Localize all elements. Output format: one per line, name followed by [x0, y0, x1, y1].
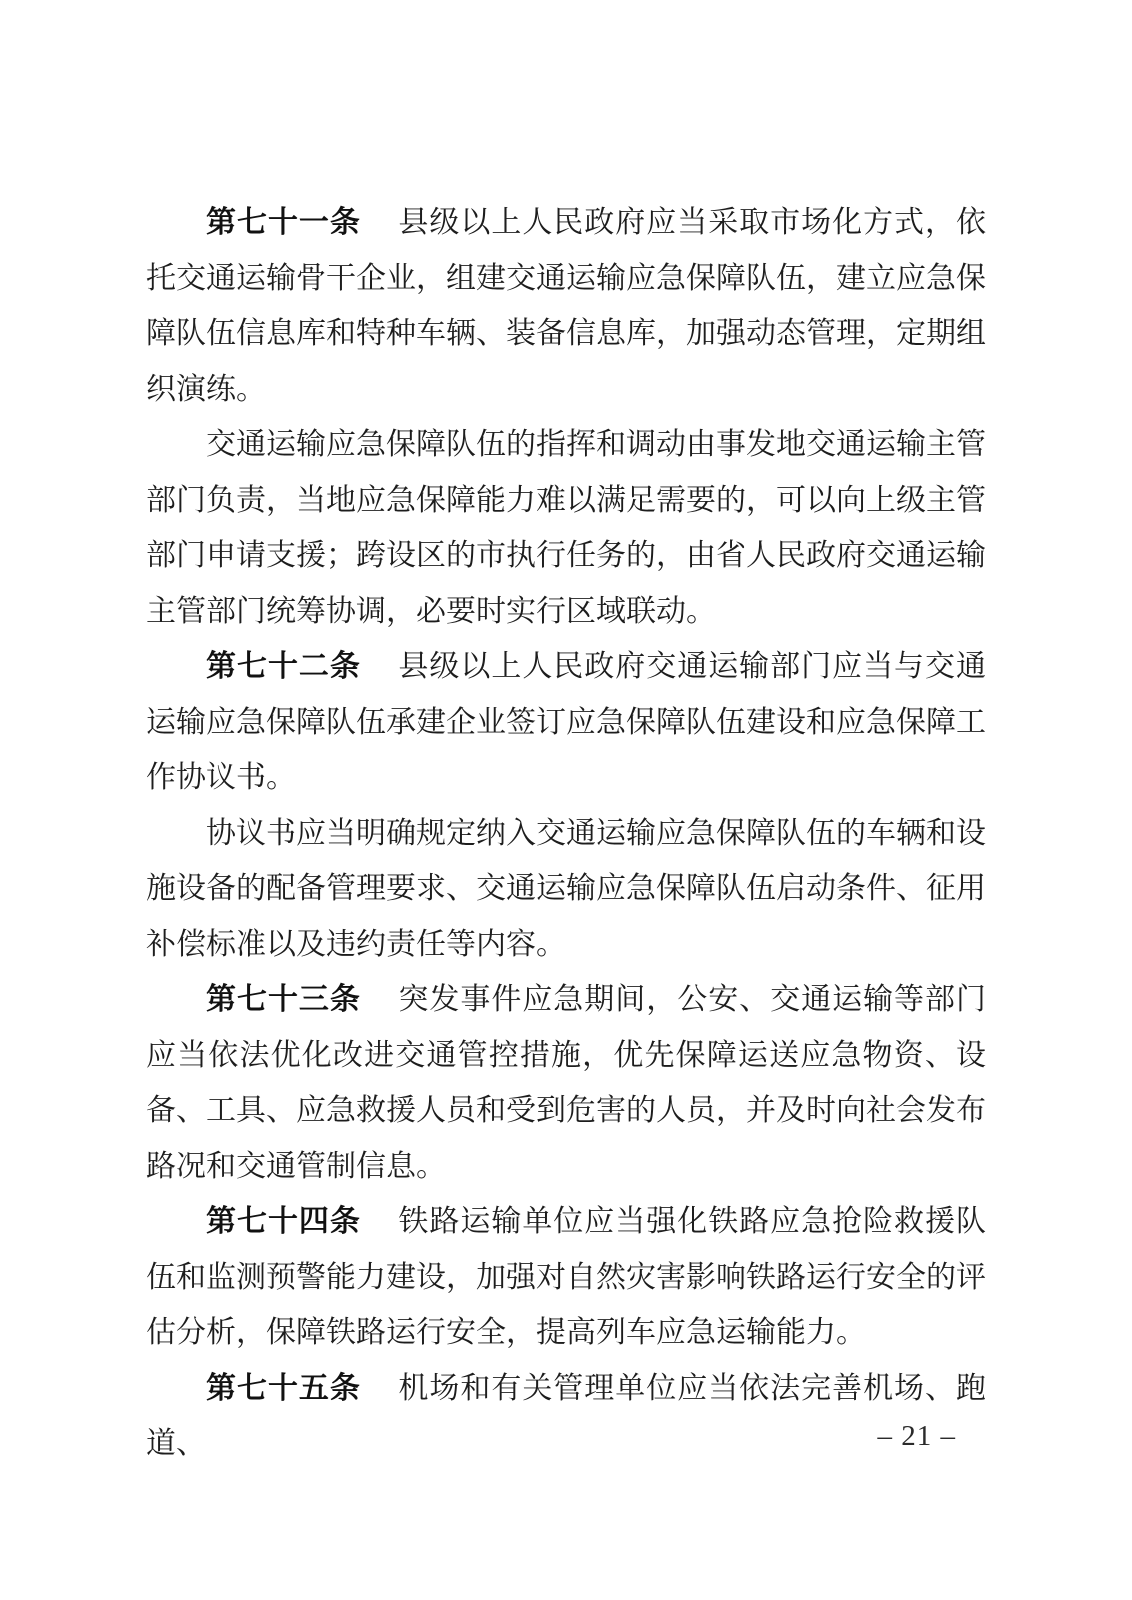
article-paragraph	[146, 1361, 986, 1472]
article-paragraph	[146, 417, 986, 639]
article-number: 第七十五条	[206, 1371, 361, 1405]
article-paragraph	[146, 639, 986, 806]
article-number: 第七十三条	[206, 983, 361, 1016]
article-paragraph	[146, 1194, 986, 1361]
paragraph-body: 铁路运输单位应当强化铁路应急抢险救援队伍和监测预警能力建设，加强对自然灾害影响铁路运行安全的评估分析，保障铁路运行安全，提高列车应急运输能力。	[146, 1205, 987, 1349]
article-number: 第七十一条	[206, 206, 361, 239]
article-number: 第七十四条	[206, 1205, 361, 1238]
paragraph-body: 交通运输应急保障队伍的指挥和调动由事发地交通运输主管部门负责，当地应急保障能力难以满足需要的，可以向上级主管部门申请支援；跨设区的市执行任务的，由省人民政府交通运输主管部门统筹协调，必要时实行区域联动。	[146, 428, 986, 628]
paragraph-body: 协议书应当明确规定纳入交通运输应急保障队伍的车辆和设施设备的配备管理要求、交通运输应急保障队伍启动条件、征用补偿标准以及违约责任等内容。	[146, 816, 986, 961]
article-number: 第七十二条	[206, 650, 361, 683]
article-paragraph	[146, 972, 986, 1194]
article-paragraph	[146, 806, 986, 973]
regulation-text-block	[146, 195, 986, 1472]
paragraph-body: 县级以上人民政府应当采取市场化方式，依托交通运输骨干企业，组建交通运输应急保障队伍，建立应急保障队伍信息库和特种车辆、装备信息库，加强动态管理，定期组织演练。	[146, 206, 987, 406]
paragraph-body: 机场和有关管理单位应当依法完善机场、跑道、	[146, 1371, 987, 1460]
article-paragraph	[146, 195, 986, 417]
paragraph-body: 突发事件应急期间，公安、交通运输等部门应当依法优化改进交通管控措施，优先保障运送应急物资、设备、工具、应急救援人员和受到危害的人员，并及时向社会发布路况和交通管制信息。	[146, 983, 987, 1183]
paragraph-body: 县级以上人民政府交通运输部门应当与交通运输应急保障队伍承建企业签订应急保障队伍建设和应急保障工作协议书。	[146, 650, 987, 794]
page-number: – 21 –	[877, 1420, 956, 1452]
